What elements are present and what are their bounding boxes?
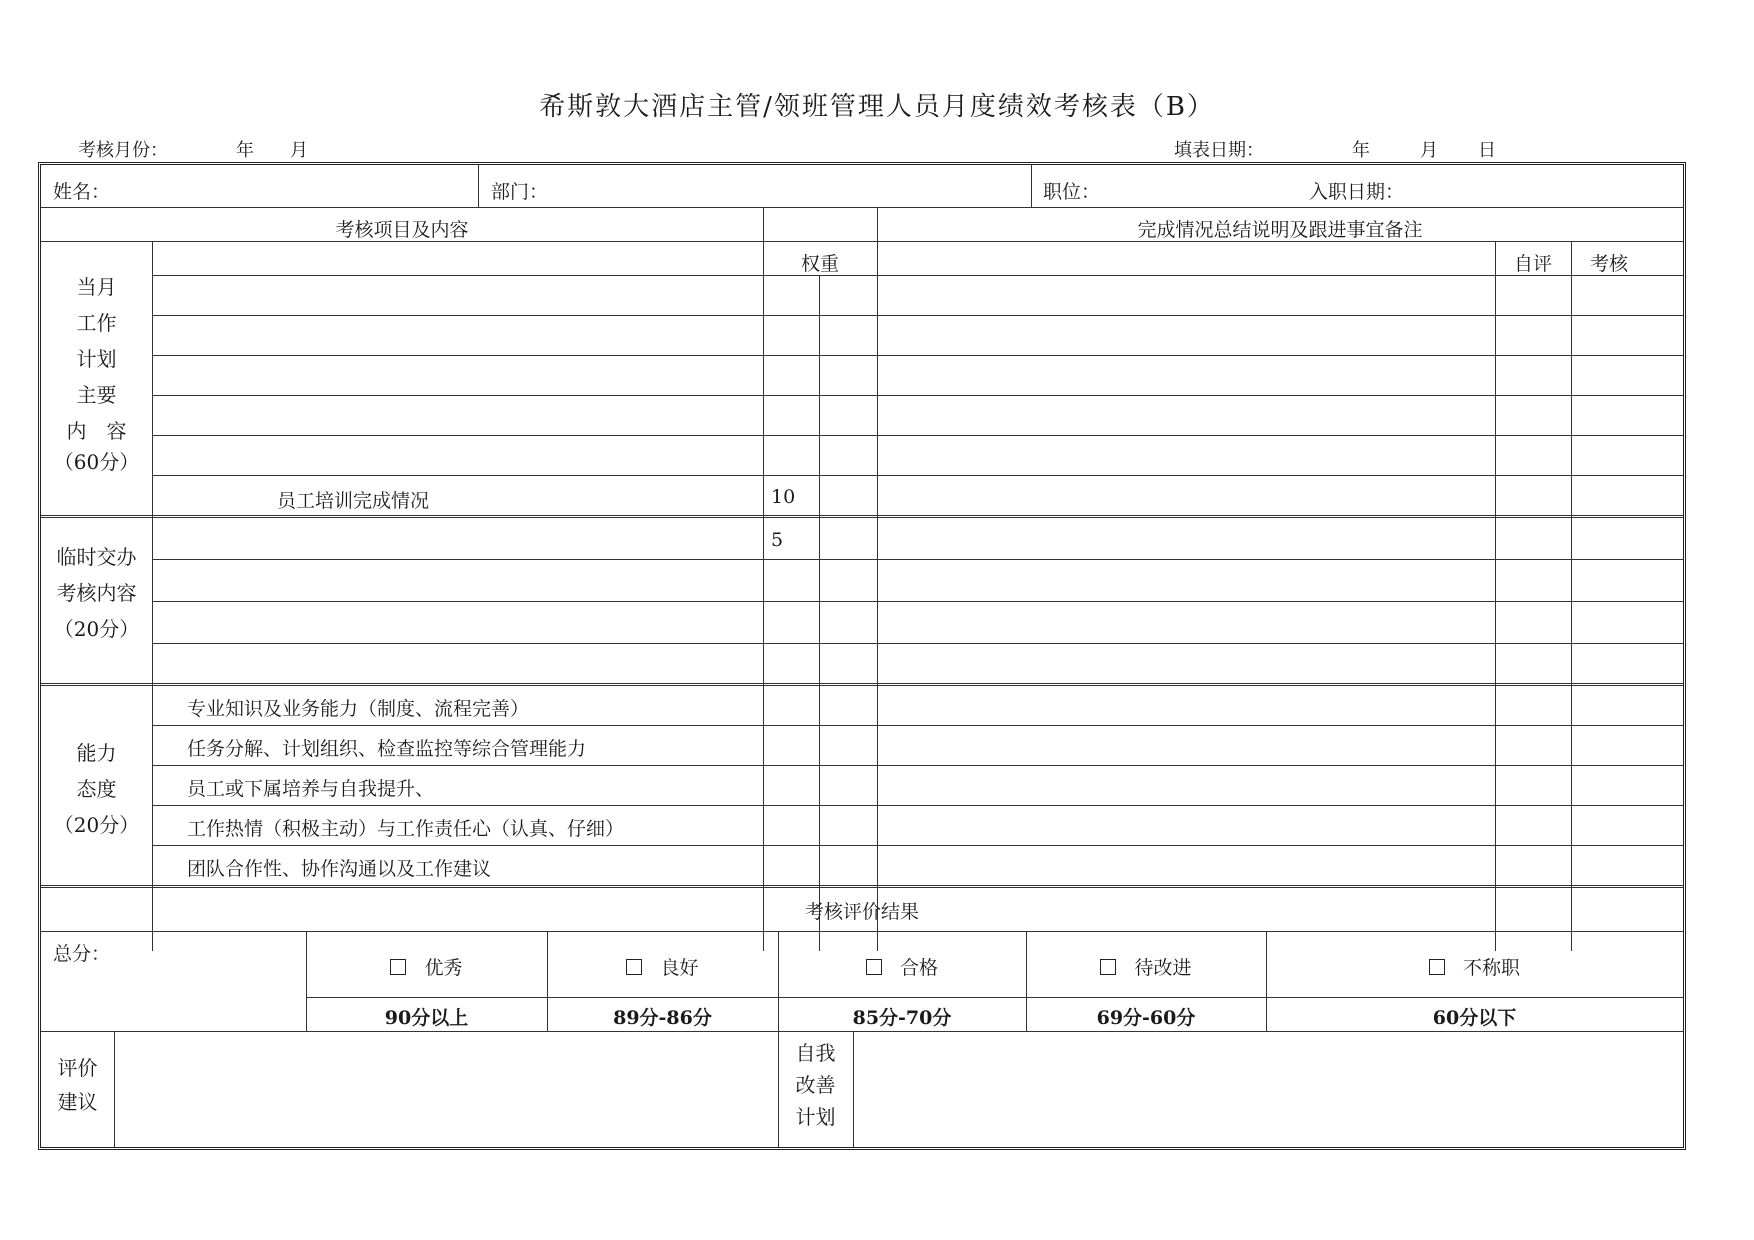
ability-item: 员工或下属培养与自我提升、 [187, 778, 435, 800]
comment-label-line: 评价 [57, 1056, 98, 1080]
month-unit: 月 [290, 140, 308, 161]
grade-range: 85分-70分 [852, 1007, 952, 1029]
plan-label-line: 工作 [76, 311, 117, 335]
grade-range: 60分以下 [1432, 1007, 1517, 1029]
improve-plan-area[interactable] [854, 1032, 1682, 1146]
grade-good[interactable] [547, 953, 778, 980]
plan-label-line: （60分） [53, 450, 140, 474]
items-header: 考核项目及内容 [335, 219, 469, 241]
plan-label-line: 计划 [76, 347, 117, 371]
grade-excellent[interactable] [306, 953, 547, 980]
training-weight: 10 [771, 486, 796, 508]
training-item: 员工培训完成情况 [277, 490, 430, 512]
plan-label-line: 主要 [76, 383, 117, 407]
temp-label-line: 考核内容 [56, 581, 137, 605]
grade-name: 优秀 [424, 957, 463, 979]
self-eval-header: 自评 [1513, 253, 1552, 275]
assessment-table [38, 162, 1686, 1150]
comment-area[interactable] [115, 1032, 777, 1146]
grade-unqualified[interactable] [1266, 953, 1683, 980]
grade-name: 不称职 [1462, 957, 1520, 979]
ability-section-label [41, 735, 152, 843]
summary-header: 完成情况总结说明及跟进事宜备注 [1137, 219, 1423, 241]
total-score-label: 总分： [53, 943, 111, 965]
grade-pass[interactable] [778, 953, 1026, 980]
fill-date-label: 填表日期： [1174, 140, 1264, 161]
comment-label [41, 1051, 114, 1119]
form-title: 希斯敦大酒店主管/领班管理人员月度绩效考核表（B） [539, 92, 1215, 122]
ability-label-line: 态度 [76, 777, 117, 801]
ability-item: 工作热情（积极主动）与工作责任心（认真、仔细） [187, 818, 625, 840]
grade-range: 90分以上 [384, 1007, 469, 1029]
result-header: 考核评价结果 [804, 901, 919, 923]
name-label: 姓名： [53, 181, 111, 203]
ability-item: 任务分解、计划组织、检查监控等综合管理能力 [187, 738, 587, 760]
temp-first-weight: 5 [771, 529, 784, 551]
weight-header: 权重 [800, 253, 839, 275]
assess-header: 考核 [1589, 253, 1628, 275]
improve-label-line: 改善 [795, 1073, 836, 1097]
grade-name: 良好 [660, 957, 699, 979]
improve-plan-label [778, 1037, 853, 1133]
fill-day-unit: 日 [1478, 140, 1496, 161]
dept-label: 部门： [491, 181, 549, 203]
entry-date-label: 入职日期： [1309, 181, 1405, 203]
temp-label-line: 临时交办 [56, 545, 137, 569]
grade-name: 待改进 [1134, 957, 1192, 979]
ability-item: 团队合作性、协作沟通以及工作建议 [187, 858, 492, 880]
year-unit: 年 [236, 140, 254, 161]
comment-label-line: 建议 [57, 1090, 98, 1114]
plan-label-line: 内 容 [66, 419, 127, 443]
checkbox-icon[interactable] [626, 959, 642, 975]
fill-month-unit: 月 [1420, 140, 1438, 161]
checkbox-icon[interactable] [1100, 959, 1116, 975]
improve-label-line: 计划 [795, 1105, 836, 1129]
improve-label-line: 自我 [795, 1041, 836, 1065]
checkbox-icon[interactable] [390, 959, 406, 975]
plan-label-line: 当月 [76, 275, 117, 299]
grade-range: 69分-60分 [1096, 1007, 1196, 1029]
temp-label-line: （20分） [53, 617, 140, 641]
ability-label-line: （20分） [53, 813, 140, 837]
plan-section-label [41, 269, 152, 475]
grade-improve[interactable] [1026, 953, 1266, 980]
checkbox-icon[interactable] [866, 959, 882, 975]
fill-year-unit: 年 [1352, 140, 1370, 161]
temp-section-label [41, 539, 152, 647]
grade-name: 合格 [899, 957, 938, 979]
grade-range: 89分-86分 [613, 1007, 712, 1029]
checkbox-icon[interactable] [1429, 959, 1445, 975]
ability-item: 专业知识及业务能力（制度、流程完善） [187, 698, 530, 720]
position-label: 职位： [1043, 181, 1101, 203]
assessment-month-label: 考核月份： [78, 140, 168, 161]
ability-label-line: 能力 [76, 741, 117, 765]
